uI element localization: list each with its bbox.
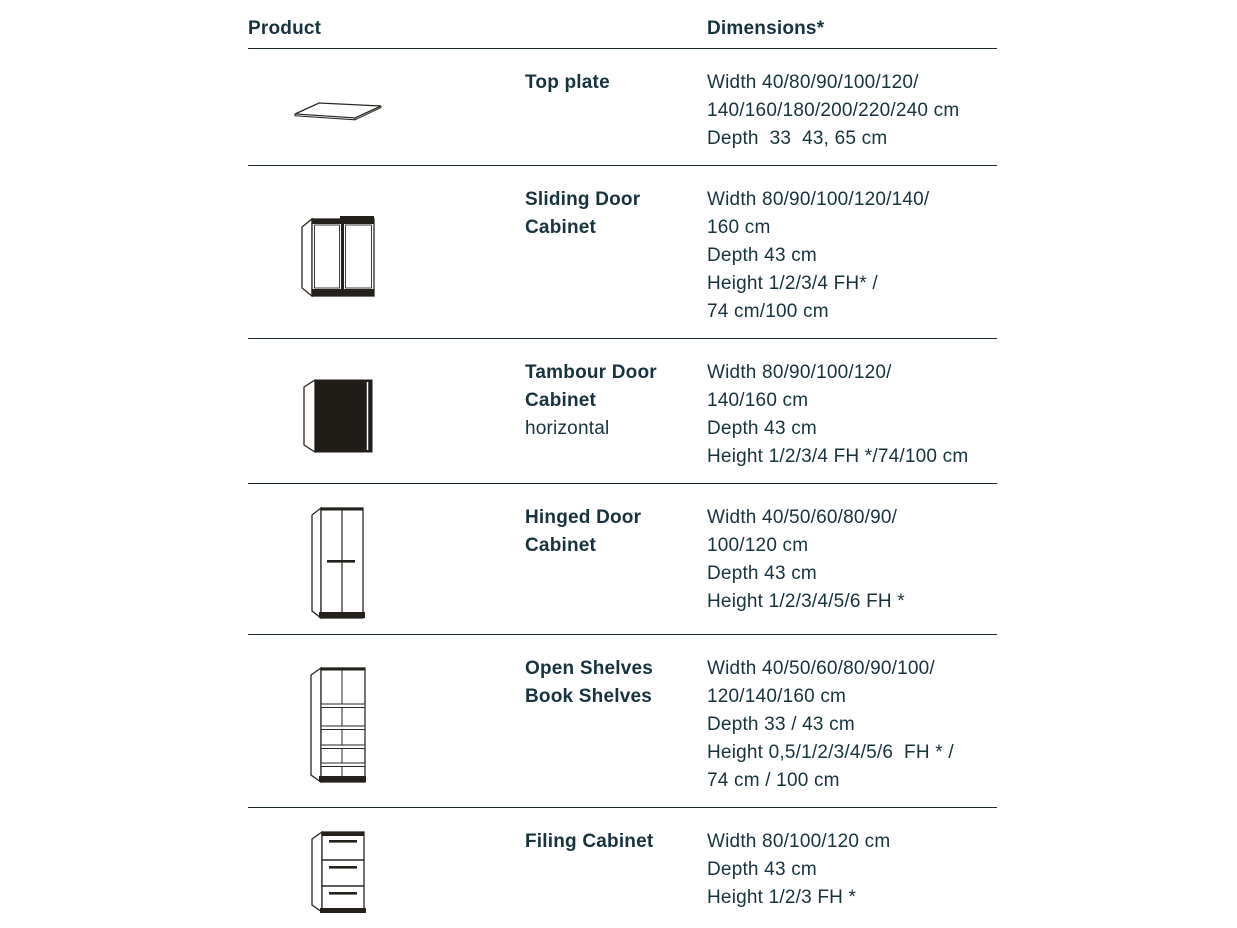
product-illustration xyxy=(301,375,375,455)
product-illustration-cell xyxy=(248,655,525,795)
table-header xyxy=(248,10,997,49)
sliding-door-cabinet-icon xyxy=(299,214,377,298)
dimension-line: Width 80/90/100/120/140/ xyxy=(707,189,930,210)
dimension-line: 74 cm/100 cm xyxy=(707,301,829,322)
product-illustration-cell xyxy=(248,186,525,326)
dimension-line: 140/160 cm xyxy=(707,390,809,411)
top-plate-icon xyxy=(292,98,384,124)
product-dimensions xyxy=(707,186,997,326)
dimension-line: Width 80/100/120 cm xyxy=(707,831,891,852)
product-name-cell xyxy=(525,828,707,916)
dimension-line: Depth 33 43, 65 cm xyxy=(707,128,888,149)
product-illustration-cell xyxy=(248,504,525,622)
table-row xyxy=(248,635,997,808)
product-dimensions xyxy=(707,504,997,622)
product-name: Top plate xyxy=(525,72,610,93)
table-row xyxy=(248,49,997,166)
product-dimensions xyxy=(707,359,997,471)
product-name-cell xyxy=(525,504,707,622)
product-illustration xyxy=(310,504,366,622)
product-name: Hinged Door Cabinet xyxy=(525,507,642,556)
dimension-line: Depth 43 cm xyxy=(707,563,817,584)
dimension-line: Width 40/50/60/80/90/ xyxy=(707,507,898,528)
table-row xyxy=(248,808,997,928)
product-dimensions xyxy=(707,655,997,795)
dimension-line: Height 1/2/3/4 FH */74/100 cm xyxy=(707,446,969,467)
product-dimensions xyxy=(707,69,997,153)
dimension-line: Height 1/2/3/4/5/6 FH * xyxy=(707,591,905,612)
product-illustration xyxy=(292,98,384,124)
dimension-line: Depth 43 cm xyxy=(707,859,817,880)
dimension-line: 100/120 cm xyxy=(707,535,809,556)
product-dimensions-table xyxy=(248,10,997,928)
table-row xyxy=(248,166,997,339)
dimension-line: Height 1/2/3 FH * xyxy=(707,887,857,908)
table-row xyxy=(248,484,997,635)
product-name: Open Shelves Book Shelves xyxy=(525,658,654,707)
product-name: Tambour Door Cabinet xyxy=(525,362,657,411)
dimension-line: 140/160/180/200/220/240 cm xyxy=(707,100,960,121)
product-name-cell xyxy=(525,69,707,153)
product-name-cell xyxy=(525,655,707,795)
dimension-line: Depth 43 cm xyxy=(707,418,817,439)
product-illustration xyxy=(309,664,367,786)
product-name-cell xyxy=(525,186,707,326)
product-name: Filing Cabinet xyxy=(525,831,654,852)
hinged-door-cabinet-icon xyxy=(310,504,366,622)
dimension-line: 74 cm / 100 cm xyxy=(707,770,840,791)
table-row xyxy=(248,339,997,484)
product-illustration-cell xyxy=(248,359,525,471)
dimension-line: Height 0,5/1/2/3/4/5/6 FH * / xyxy=(707,742,954,763)
product-name-cell xyxy=(525,359,707,471)
product-column-header: Product xyxy=(248,18,322,39)
dimension-line: Width 80/90/100/120/ xyxy=(707,362,892,383)
dimension-line: 160 cm xyxy=(707,217,771,238)
product-illustration xyxy=(310,828,366,916)
dimension-line: Width 40/50/60/80/90/100/ xyxy=(707,658,935,679)
filing-cabinet-icon xyxy=(310,828,366,916)
product-subtitle: horizontal xyxy=(525,418,610,439)
table-body xyxy=(248,49,997,928)
dimension-line: Height 1/2/3/4 FH* / xyxy=(707,273,878,294)
product-illustration-cell xyxy=(248,828,525,916)
product-illustration xyxy=(299,214,377,298)
product-name: Sliding Door Cabinet xyxy=(525,189,641,238)
dimensions-column-header: Dimensions* xyxy=(707,18,825,39)
tambour-door-cabinet-icon xyxy=(301,375,375,455)
dimension-line: Depth 33 / 43 cm xyxy=(707,714,855,735)
dimension-line: Depth 43 cm xyxy=(707,245,817,266)
product-dimensions xyxy=(707,828,997,916)
product-illustration-cell xyxy=(248,69,525,153)
dimension-line: 120/140/160 cm xyxy=(707,686,847,707)
dimension-line: Width 40/80/90/100/120/ xyxy=(707,72,919,93)
open-shelves-icon xyxy=(309,664,367,786)
